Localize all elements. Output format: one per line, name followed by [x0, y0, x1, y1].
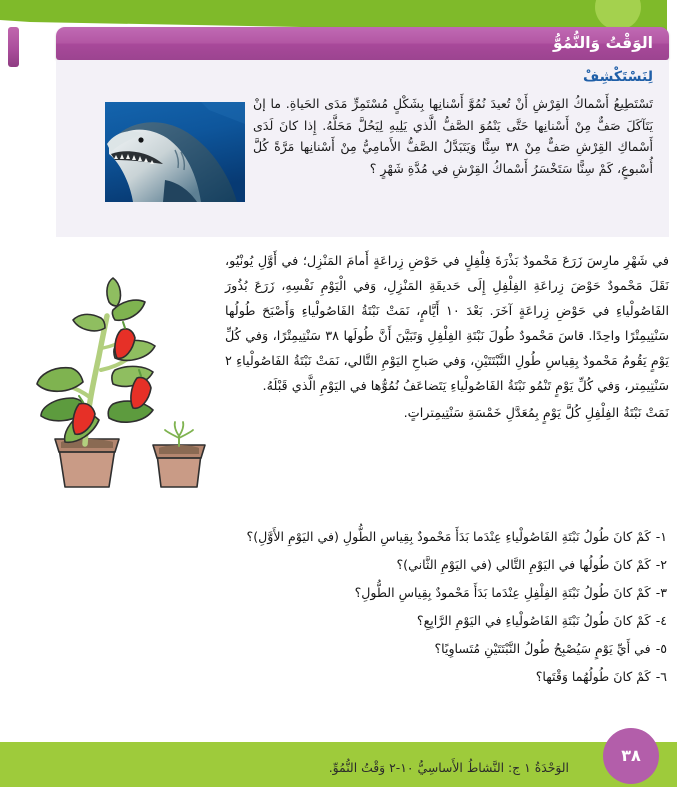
question-number: ٤-: [655, 613, 667, 629]
explore-panel: [56, 60, 669, 237]
question-item: [107, 559, 667, 572]
page-title: الوَقْتُ وَالنُّمُوُّ: [552, 33, 653, 52]
body-paragraph-block: [225, 250, 669, 427]
question-text: كَمْ كانَ طُولُها في اليَوْمِ التَّالي (في اليَوْمِ الثَّاني)؟: [396, 557, 651, 573]
footer-caption: الوَحْدَةُ ١ ج: النَّشاطُ الأَساسِيُّ ١٠-٢ وَقْتُ النُّمُوِّ.: [328, 759, 569, 775]
question-item: [107, 587, 667, 600]
question-item: [107, 643, 667, 656]
question-text: كَمْ كانَ طُولُ نَبْتَةِ الفِلْفِلِ عِنْدَما بَدَأَ مَحْمودٌ بِقِياسِ الطُّولِ؟: [354, 585, 651, 601]
left-edge-tab-decoration: [8, 27, 19, 67]
lesson-title-bar: [56, 27, 669, 60]
question-item: [107, 671, 667, 684]
explore-paragraph: تَسْتَطِيعُ أَسْماكُ القِرْشِ أَنْ تُعيدَ نُمُوَّ أَسْنانِها بِشَكْلٍ مُسْتَمِرٍّ مَدَى الحَياةِ. ما إنْ يَتَآكَلَ صَفٌّ مِنْ أَسْنانِها حَتَّى يَنْمُوَ الصَّفُّ الَّذي يَلِيهِ لِيَحُلَّ مَحَلَّهُ. إِذا كانَ لَدَى أَسْماكِ القِرْشِ صَفٌّ مِنْ ٣٨ سِنًّا وَيَتَبَدَّلُ الصَّفُّ الأَمامِيُّ مِنْ أَسْنانِها مَرَّةً كُلَّ أُسْبوعٍ، كَمْ سِنًّا سَتَخْسَرُ أَسْماكُ القِرْشِ في مُدَّةِ شَهْرٍ ؟: [253, 96, 653, 176]
question-number: ٢-: [655, 557, 667, 573]
page-number-badge: [603, 728, 659, 784]
question-number: ٥-: [655, 641, 667, 657]
banner-right-cap: [667, 0, 677, 34]
explore-heading: لِنَسْتَكْشِفْ: [583, 69, 653, 85]
question-text: كَمْ كانَ طُولُ نَبْتَةِ الفَاصُولْياءِ في اليَوْمِ الرَّابِعِ؟: [416, 613, 651, 629]
body-closing-line: نَمَتْ نَبْتَةُ الفِلْفِلِ كُلَّ يَوْمٍ بِمُعَدَّلِ خَمْسَةِ سَنْتِيمِتراتٍ.: [403, 405, 669, 421]
question-number: ٣-: [655, 585, 667, 601]
question-text: في أَيِّ يَوْمٍ سَيُصْبِحُ طُولُ النَّبْتَتَيْنِ مُتَساوِيًا؟: [434, 641, 651, 657]
question-number: ١-: [655, 529, 667, 544]
page-number: ٣٨: [621, 746, 641, 765]
questions-list: [107, 531, 667, 700]
pepper-plant-illustration: [17, 272, 222, 492]
question-number: ٦-: [655, 669, 667, 685]
question-item: [107, 615, 667, 628]
question-item: [107, 531, 667, 544]
question-text: كَمْ كانَ طُولُ نَبْتَةِ الفَاصُولْياءِ عِنْدَما بَدَأَ مَحْمودٌ بِقِياسِ الطُّولِ (في اليَوْمِ الأَوَّلِ)؟: [246, 529, 651, 544]
shark-photo: [105, 102, 245, 202]
body-paragraph: في شَهْرِ مارِسَ زَرَعَ مَحْمودٌ بَذْرَةَ فِلْفِلٍ في حَوْضِ زِراعَةٍ أَمامَ المَنْزِل؛ في أَوَّلِ يُونْيُو، نَقَلَ مَحْمودٌ حَوْضَ زِراعَةِ الفِلْفِلِ إِلَى حَديقَةِ المَنْزِلِ، وَفي الْيَوْمِ نَفْسِهِ، زَرَعَ بُذُورَ الفَاصُولْياءِ في حَوْضِ زِراعَةٍ آخَرَ. بَعْدَ ١٠ أَيَّامٍ، نَمَتْ نَبْتَةُ الفَاصُولْياءِ وَأَصْبَحَ طُولُها سَنْتِيمِتْرًا واحِدًا. قاسَ مَحْمودٌ طُولَ نَبْتَةِ الفِلْفِلِ وَتَبَيَّنَ أَنَّ طُولَها ٣٨ سَنْتِيمِتْرًا، وَفي كُلِّ يَوْمٍ يَقُومُ مَحْمودٌ بِقِياسِ طُولِ النَّبْتَتَيْنِ، وَفي صَباحِ اليَوْمِ التَّالي، نَمَتْ نَبْتَةُ الفَاصُولْياءِ ٢ سَنْتِيمِتر، وَفي كُلِّ يَوْمٍ تَنْمُو نَبْتَةُ الفَاصُولْياءِ يَتَضاعَفُ نُمُوُّها في اليَوْمِ الَّذي قَبْلَهُ.: [225, 254, 669, 394]
question-text: كَمْ كانَ طُولُهُما وَقْتَها؟: [535, 669, 651, 685]
